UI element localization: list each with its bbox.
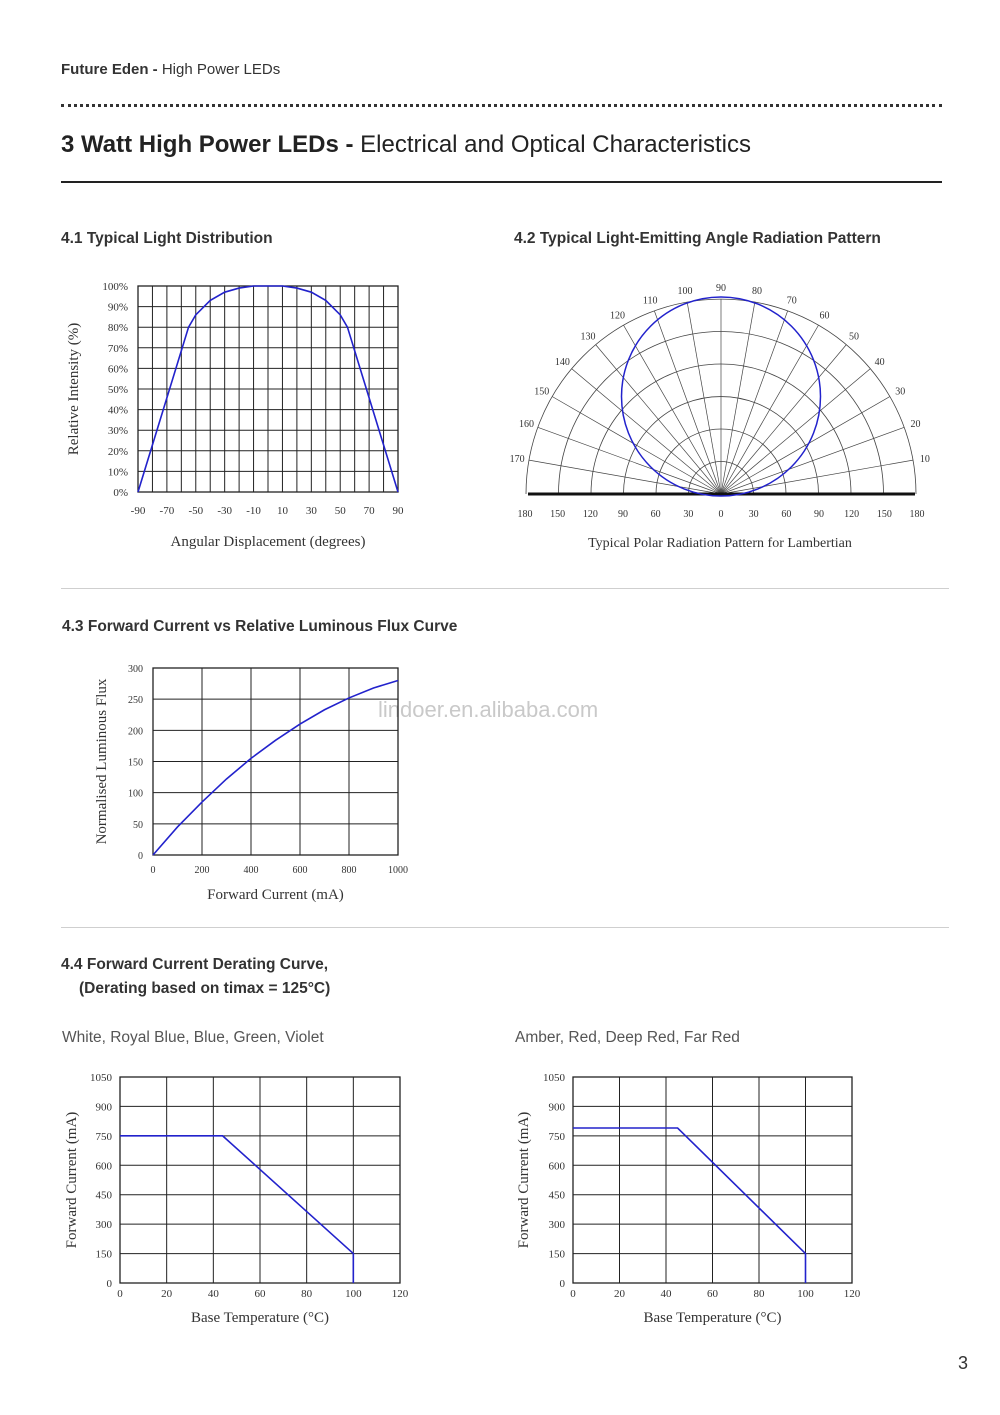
y-tick-label: 200 xyxy=(128,726,143,738)
x-tick-label: 0 xyxy=(117,1288,123,1300)
polar-angle-label: 150 xyxy=(534,386,550,398)
section-4-4-subheading: (Derating based on timax = 125°C) xyxy=(79,980,331,997)
polar-angle-label: 80 xyxy=(751,286,762,298)
x-tick-label: -50 xyxy=(188,505,204,517)
x-tick-label: 120 xyxy=(843,1288,861,1300)
polar-spoke xyxy=(654,311,721,494)
polar-base-label: 150 xyxy=(876,509,892,520)
polar-spoke xyxy=(721,427,904,494)
derating-chart-white xyxy=(64,1072,409,1326)
polar-base-label: 30 xyxy=(748,509,759,520)
y-axis-label: Forward Current (mA) xyxy=(64,1111,80,1249)
x-tick-label: 600 xyxy=(292,865,308,876)
x-tick-label: 100 xyxy=(345,1288,362,1300)
polar-angle-label: 40 xyxy=(874,356,885,368)
x-tick-label: 0 xyxy=(570,1288,576,1300)
y-axis-label: Forward Current (mA) xyxy=(516,1111,532,1249)
x-axis-label: Angular Displacement (degrees) xyxy=(170,534,366,550)
y-tick-label: 20% xyxy=(107,445,128,458)
y-tick-label: 150 xyxy=(128,757,143,769)
polar-angle-label: 140 xyxy=(554,356,570,368)
page-title-bold: 3 Watt High Power LEDs - xyxy=(61,131,354,158)
polar-angle-label: 30 xyxy=(895,386,906,398)
derating-right-subtitle: Amber, Red, Deep Red, Far Red xyxy=(515,1029,740,1046)
y-tick-label: 50 xyxy=(133,819,143,831)
x-tick-label: 1000 xyxy=(388,865,408,876)
light-distribution-chart xyxy=(66,281,404,550)
x-tick-label: 80 xyxy=(753,1288,765,1300)
section-4-2-heading: 4.2 Typical Light-Emitting Angle Radiation Pattern xyxy=(514,230,881,247)
polar-angle-label: 120 xyxy=(610,310,625,322)
x-tick-label: 60 xyxy=(254,1288,266,1300)
polar-base-label: 60 xyxy=(781,509,792,520)
x-tick-label: 80 xyxy=(301,1288,313,1300)
brand-name: Future Eden - xyxy=(61,61,158,78)
polar-base-label: 120 xyxy=(582,509,598,520)
polar-angle-label: 160 xyxy=(518,419,534,431)
data-series-line xyxy=(120,1136,353,1283)
y-tick-label: 900 xyxy=(548,1101,565,1114)
y-tick-label: 70% xyxy=(107,342,128,355)
y-tick-label: 40% xyxy=(107,404,128,417)
y-tick-label: 60% xyxy=(107,363,128,376)
polar-base-label: 30 xyxy=(683,509,694,520)
y-tick-label: 750 xyxy=(95,1130,112,1143)
polar-base-label: 90 xyxy=(618,509,628,520)
polar-base-label: 120 xyxy=(844,509,860,520)
polar-base-label: 60 xyxy=(650,509,661,520)
flux-curve-chart xyxy=(94,664,408,903)
y-tick-label: 50% xyxy=(107,384,128,396)
y-tick-label: 100 xyxy=(128,788,143,800)
y-axis-label: Normalised Luminous Flux xyxy=(94,678,110,845)
polar-angle-label: 170 xyxy=(509,454,525,466)
x-tick-label: 20 xyxy=(161,1288,173,1300)
x-axis-label: Base Temperature (°C) xyxy=(643,1310,782,1326)
polar-angle-label: 110 xyxy=(642,295,658,307)
x-tick-label: 60 xyxy=(707,1288,718,1300)
x-tick-label: 100 xyxy=(797,1288,814,1300)
section-4-1-heading: 4.1 Typical Light Distribution xyxy=(61,230,273,247)
polar-spoke xyxy=(538,427,721,494)
x-tick-label: -10 xyxy=(246,505,261,517)
y-tick-label: 150 xyxy=(548,1248,565,1261)
derating-left-subtitle: White, Royal Blue, Blue, Green, Violet xyxy=(62,1029,324,1046)
y-tick-label: 150 xyxy=(95,1248,112,1261)
y-tick-label: 0% xyxy=(113,487,128,499)
x-tick-label: 90 xyxy=(392,505,404,517)
x-tick-label: 200 xyxy=(194,865,210,876)
y-tick-label: 300 xyxy=(548,1219,565,1232)
y-tick-label: 600 xyxy=(548,1160,565,1173)
brand-tagline: High Power LEDs xyxy=(157,61,281,78)
data-series-line xyxy=(573,1128,806,1283)
polar-angle-label: 90 xyxy=(716,283,726,294)
polar-base-label: 90 xyxy=(814,509,824,520)
y-tick-label: 300 xyxy=(128,664,143,675)
page-title-rest: Electrical and Optical Characteristics xyxy=(353,131,751,158)
polar-base-label: 150 xyxy=(550,509,566,520)
polar-angle-label: 60 xyxy=(819,310,830,322)
x-tick-label: 40 xyxy=(660,1288,672,1300)
x-tick-label: -90 xyxy=(130,505,146,517)
y-tick-label: 30% xyxy=(107,425,128,438)
y-tick-label: 450 xyxy=(548,1189,565,1202)
polar-spoke xyxy=(721,311,788,494)
y-tick-label: 1050 xyxy=(543,1072,565,1084)
y-tick-label: 750 xyxy=(548,1130,565,1143)
section-4-3-heading: 4.3 Forward Current vs Relative Luminous Flux Curve xyxy=(62,618,458,635)
y-tick-label: 0 xyxy=(559,1278,565,1290)
y-tick-label: 300 xyxy=(95,1219,112,1232)
section-4-4-heading: 4.4 Forward Current Derating Curve, xyxy=(61,956,329,973)
polar-base-label: 180 xyxy=(909,509,925,520)
x-tick-label: 30 xyxy=(305,505,317,517)
polar-radiation-chart xyxy=(510,283,930,551)
x-tick-label: 10 xyxy=(276,505,288,517)
polar-angle-label: 50 xyxy=(849,331,860,343)
x-tick-label: 70 xyxy=(363,505,375,517)
derating-chart-amber xyxy=(516,1072,861,1326)
polar-angle-label: 20 xyxy=(910,419,921,431)
polar-base-label: 180 xyxy=(517,509,533,520)
y-tick-label: 0 xyxy=(138,851,143,862)
page-number: 3 xyxy=(957,1353,968,1373)
x-tick-label: 120 xyxy=(391,1288,409,1300)
y-tick-label: 10% xyxy=(107,466,128,479)
x-tick-label: 50 xyxy=(334,505,346,517)
x-tick-label: 40 xyxy=(207,1288,219,1300)
x-tick-label: 800 xyxy=(341,865,357,876)
x-tick-label: 20 xyxy=(614,1288,625,1300)
y-tick-label: 0 xyxy=(106,1278,112,1290)
x-axis-label: Base Temperature (°C) xyxy=(191,1310,329,1326)
y-tick-label: 900 xyxy=(95,1101,112,1114)
y-tick-label: 600 xyxy=(95,1160,112,1173)
x-axis-label: Forward Current (mA) xyxy=(207,887,344,903)
y-tick-label: 80% xyxy=(107,322,128,335)
polar-angle-label: 130 xyxy=(580,331,596,343)
y-axis-label: Relative Intensity (%) xyxy=(66,322,82,456)
y-tick-label: 450 xyxy=(95,1189,112,1202)
polar-angle-label: 10 xyxy=(919,454,930,466)
polar-angle-label: 100 xyxy=(677,286,693,298)
polar-caption: Typical Polar Radiation Pattern for Lambertian xyxy=(588,536,852,551)
y-tick-label: 100% xyxy=(102,281,128,293)
data-series-line xyxy=(153,680,398,855)
polar-angle-label: 70 xyxy=(786,295,797,307)
watermark: lindoer.en.alibaba.com xyxy=(378,697,599,722)
y-tick-label: 90% xyxy=(107,301,128,314)
y-tick-label: 250 xyxy=(128,695,143,707)
y-tick-label: 1050 xyxy=(90,1072,112,1084)
x-tick-label: 400 xyxy=(243,865,259,876)
x-tick-label: 0 xyxy=(150,865,156,876)
x-tick-label: -30 xyxy=(217,505,233,517)
polar-base-label: 0 xyxy=(718,509,724,520)
x-tick-label: -70 xyxy=(159,505,175,517)
